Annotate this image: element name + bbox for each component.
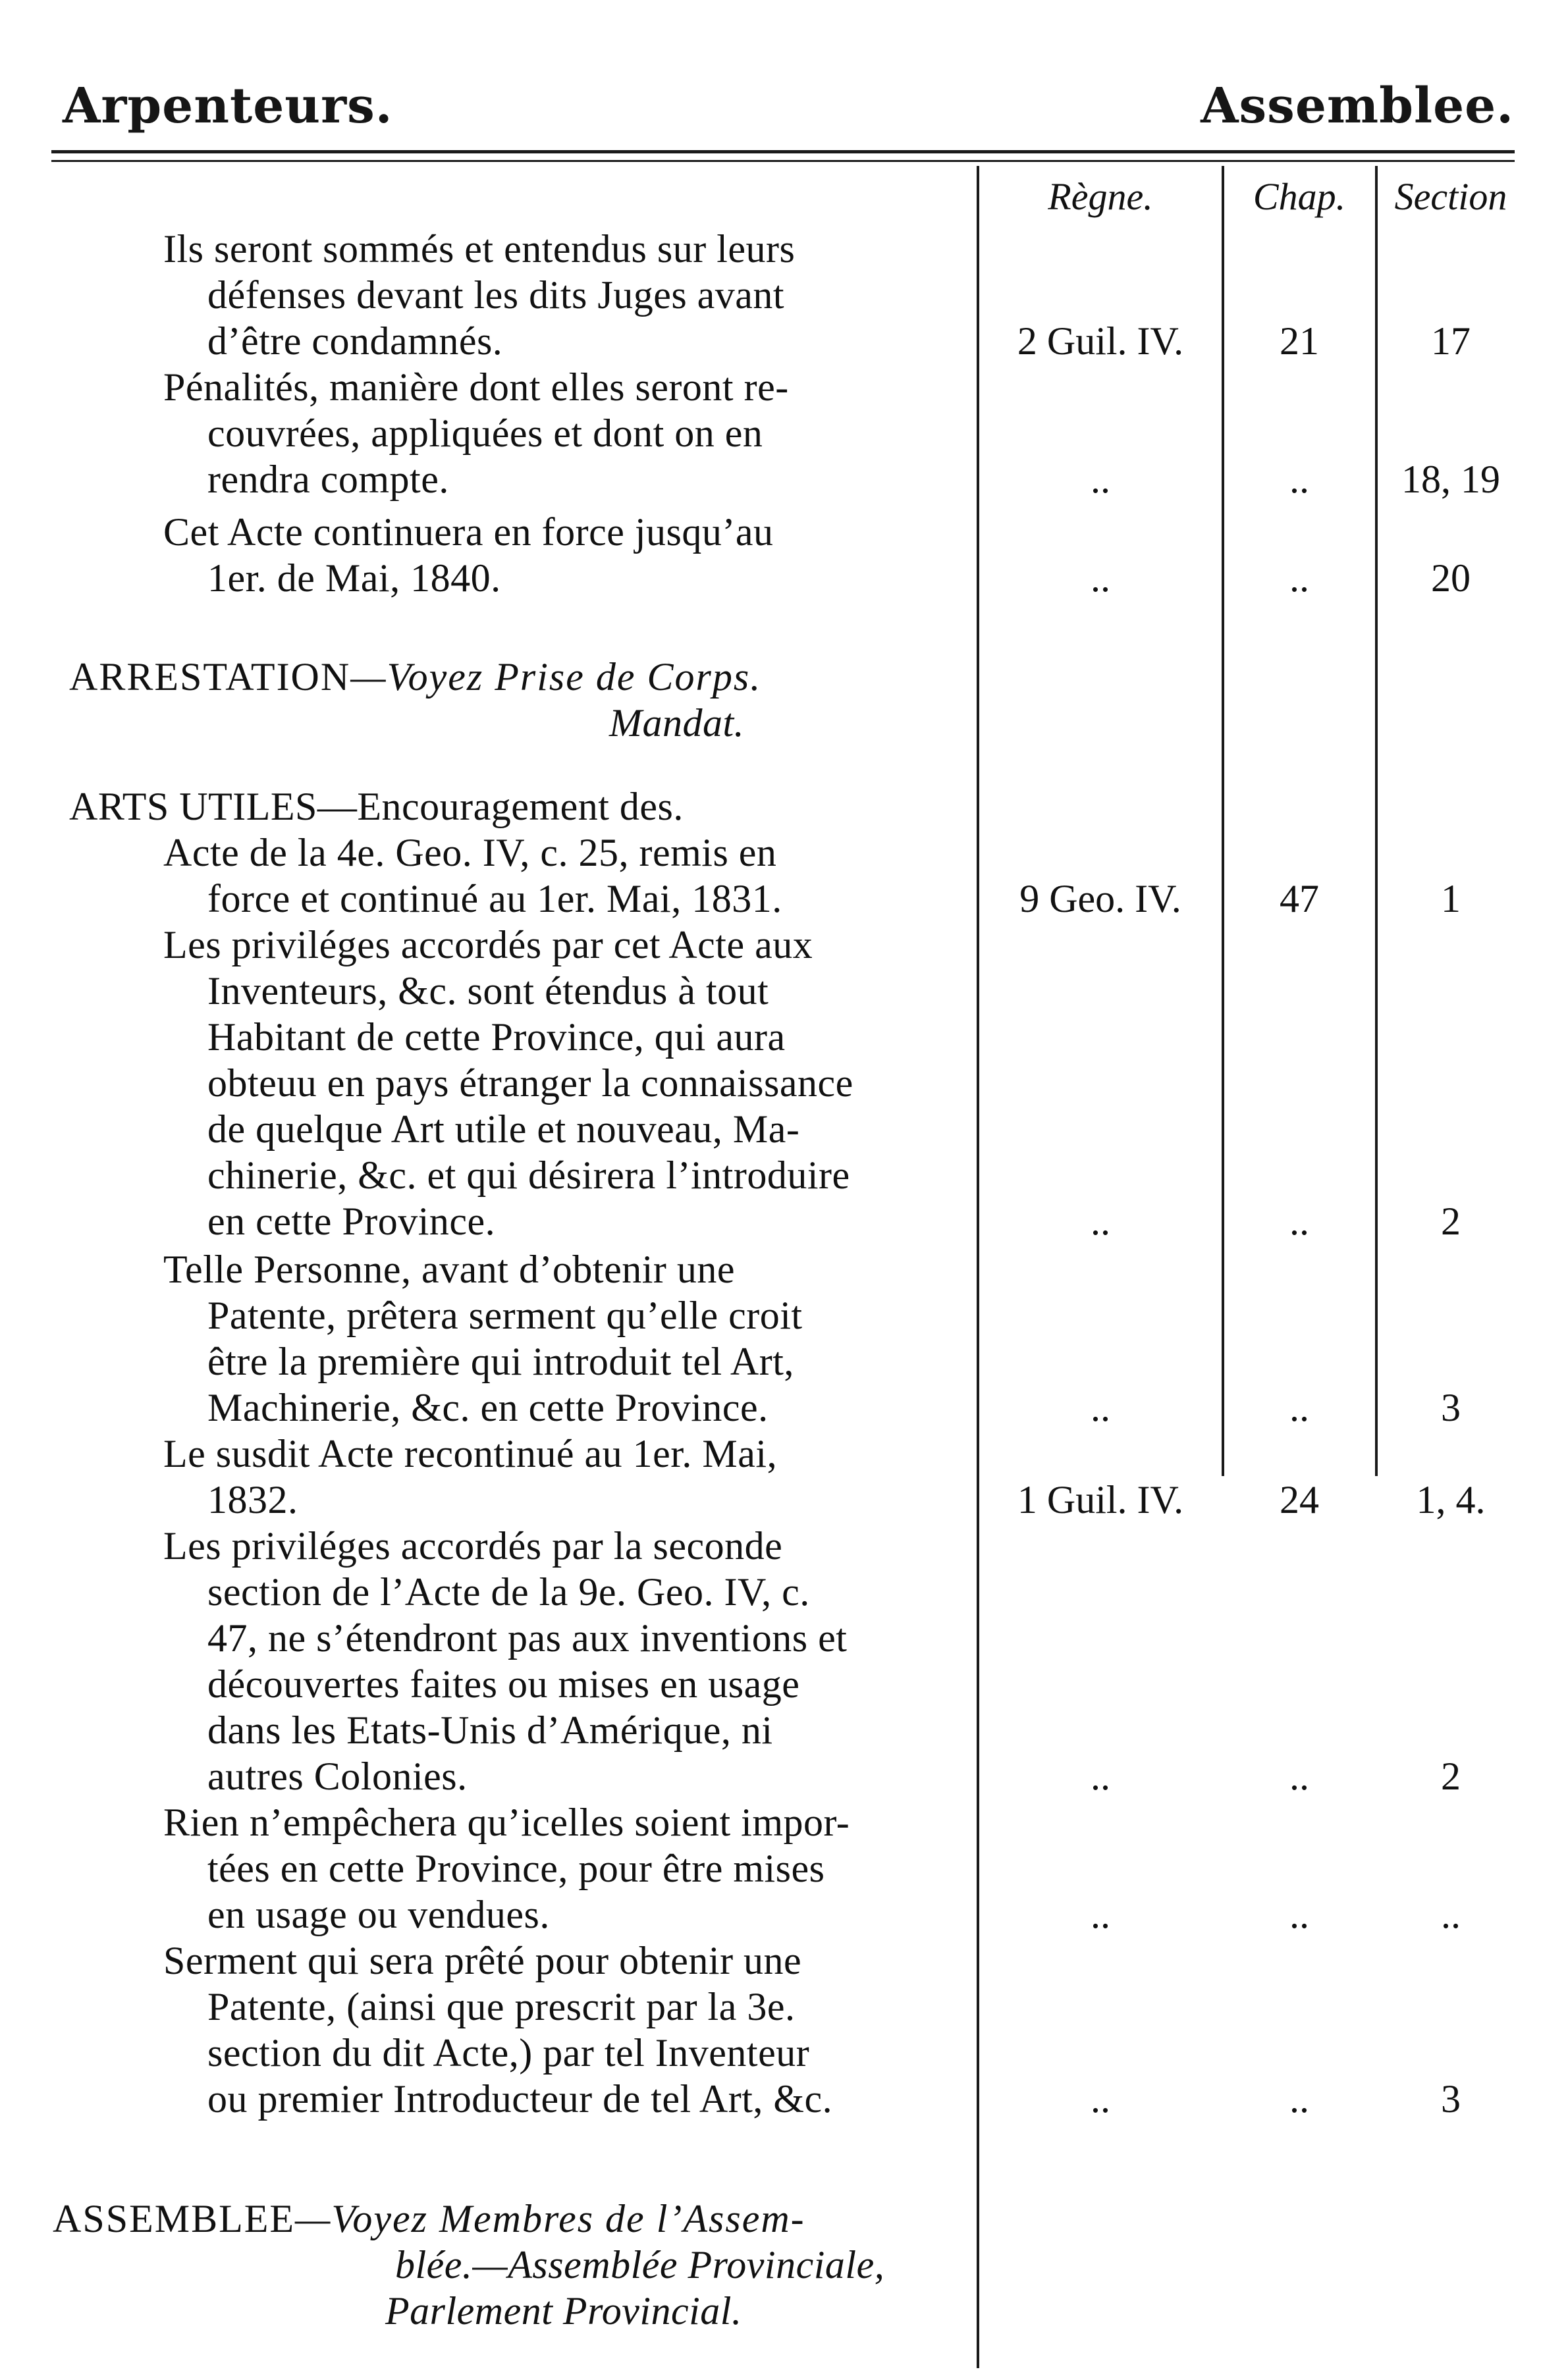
section-cell: ..: [1441, 1893, 1461, 1936]
entry-line: en usage ou vendues.: [207, 1893, 550, 1936]
entry-line: Les priviléges accordés par cet Acte aux: [163, 923, 813, 966]
running-head-right: Assemblee.: [1201, 78, 1514, 134]
chapter-cell: ..: [1289, 1200, 1309, 1243]
entry-line: force et continué au 1er. Mai, 1831.: [207, 877, 782, 920]
cross-ref-target: Parlement Provincial.: [385, 2289, 742, 2333]
entry-line: Rien n’empêchera qu’icelles soient impor-: [163, 1801, 850, 1844]
section-cell: 17: [1431, 319, 1471, 363]
regne-cell: ..: [1091, 556, 1110, 600]
regne-cell: 9 Geo. IV.: [1019, 877, 1181, 920]
chapter-cell: ..: [1289, 556, 1309, 600]
entry-line: 1er. de Mai, 1840.: [207, 556, 501, 600]
entry-line: Le susdit Acte recontinué au 1er. Mai,: [163, 1432, 778, 1475]
regne-cell: ..: [1091, 1755, 1110, 1798]
section-cell: 1, 4.: [1416, 1478, 1486, 1521]
entry-line: défenses devant les dits Juges avant: [207, 273, 785, 317]
section-cell: 2: [1441, 1755, 1461, 1798]
voyez-label: —Voyez: [295, 2197, 440, 2240]
header-rule-thin: [51, 160, 1515, 162]
entry-line: chinerie, &c. et qui désirera l’introduire: [207, 1153, 850, 1197]
cross-ref-target: Membres de l’Assem-: [439, 2197, 805, 2240]
column-divider-regne: [1222, 166, 1224, 1476]
section-cell: 20: [1431, 556, 1471, 600]
entry-line: Pénalités, manière dont elles seront re-: [163, 365, 789, 409]
entry-line: en cette Province.: [207, 1200, 496, 1243]
entry-line: obteuu en pays étranger la connaissance: [207, 1061, 853, 1105]
entry-line: 47, ne s’étendront pas aux inventions et: [207, 1616, 848, 1660]
regne-cell: 2 Guil. IV.: [1017, 319, 1184, 363]
regne-cell: ..: [1091, 2077, 1110, 2121]
section-cell: 2: [1441, 1200, 1461, 1243]
column-header-section: Section: [1394, 175, 1507, 218]
entry-line: être la première qui introduit tel Art,: [207, 1340, 794, 1383]
chapter-cell: ..: [1289, 458, 1309, 501]
regne-cell: ..: [1091, 1386, 1110, 1429]
entry-line: Acte de la 4e. Geo. IV, c. 25, remis en: [163, 831, 777, 874]
entry-line: découvertes faites ou mises en usage: [207, 1662, 800, 1706]
column-header-regne: Règne.: [1048, 175, 1153, 218]
entry-heading: ARRESTATION: [69, 655, 351, 699]
entry-line: couvrées, appliquées et dont on en: [207, 411, 763, 455]
regne-cell: ..: [1091, 1893, 1110, 1936]
entry-line: rendra compte.: [207, 458, 449, 501]
entry-line: section de l’Acte de la 9e. Geo. IV, c.: [207, 1570, 810, 1614]
column-header-chap: Chap.: [1253, 175, 1346, 218]
entry-line: ou premier Introducteur de tel Art, &c.: [207, 2077, 833, 2121]
regne-cell: ..: [1091, 1200, 1110, 1243]
running-head-left: Arpenteurs.: [63, 78, 393, 134]
entry-line: Inventeurs, &c. sont étendus à tout: [207, 969, 769, 1013]
entry-line: Machinerie, &c. en cette Province.: [207, 1386, 769, 1429]
entry-line: Habitant de cette Province, qui aura: [207, 1015, 786, 1059]
section-cell: 3: [1441, 2077, 1461, 2121]
entry-line: section du dit Acte,) par tel Inventeur: [207, 2031, 810, 2075]
entry-line: dans les Etats-Unis d’Amérique, ni: [207, 1708, 773, 1752]
entry-line: d’être condamnés.: [207, 319, 503, 363]
voyez-label: —Voyez: [350, 655, 495, 699]
entry-line: Serment qui sera prêté pour obtenir une: [163, 1939, 802, 1982]
entry-line: Cet Acte continuera en force jusqu’au: [163, 510, 774, 554]
chapter-cell: ..: [1289, 2077, 1309, 2121]
chapter-cell: ..: [1289, 1755, 1309, 1798]
regne-cell: ..: [1091, 458, 1110, 501]
entry-line: Les priviléges accordés par la seconde: [163, 1524, 783, 1568]
entry-line: Patente, prêtera serment qu’elle croit: [207, 1294, 803, 1337]
section-cell: 1: [1441, 877, 1461, 920]
chapter-cell: ..: [1289, 1893, 1309, 1936]
entry-line: Patente, (ainsi que prescrit par la 3e.: [207, 1985, 796, 2028]
cross-ref-assemblee: [53, 2196, 805, 2242]
entry-line: autres Colonies.: [207, 1755, 468, 1798]
entry-line: ARTS UTILES—Encouragement des.: [69, 785, 684, 828]
header-rule-thick: [51, 150, 1515, 153]
section-cell: 18, 19: [1401, 458, 1500, 501]
cross-ref-target: blée.—Assemblée Provinciale,: [395, 2243, 885, 2287]
regne-cell: 1 Guil. IV.: [1017, 1478, 1184, 1521]
chapter-cell: 21: [1280, 319, 1319, 363]
entry-line: Ils seront sommés et entendus sur leurs: [163, 227, 796, 271]
entry-line: Telle Personne, avant d’obtenir une: [163, 1248, 736, 1291]
cross-ref-arrestation: [69, 654, 761, 700]
chapter-cell: ..: [1289, 1386, 1309, 1429]
entry-line: 1832.: [207, 1478, 298, 1521]
entry-heading: ASSEMBLEE: [53, 2197, 296, 2240]
chapter-cell: 47: [1280, 877, 1319, 920]
column-divider-text: [977, 166, 979, 2368]
entry-line: tées en cette Province, pour être mises: [207, 1847, 825, 1890]
chapter-cell: 24: [1280, 1478, 1319, 1521]
entry-line: de quelque Art utile et nouveau, Ma-: [207, 1107, 800, 1151]
section-cell: 3: [1441, 1386, 1461, 1429]
cross-ref-target: Mandat.: [609, 701, 745, 745]
cross-ref-target: Prise de Corps.: [495, 655, 762, 699]
